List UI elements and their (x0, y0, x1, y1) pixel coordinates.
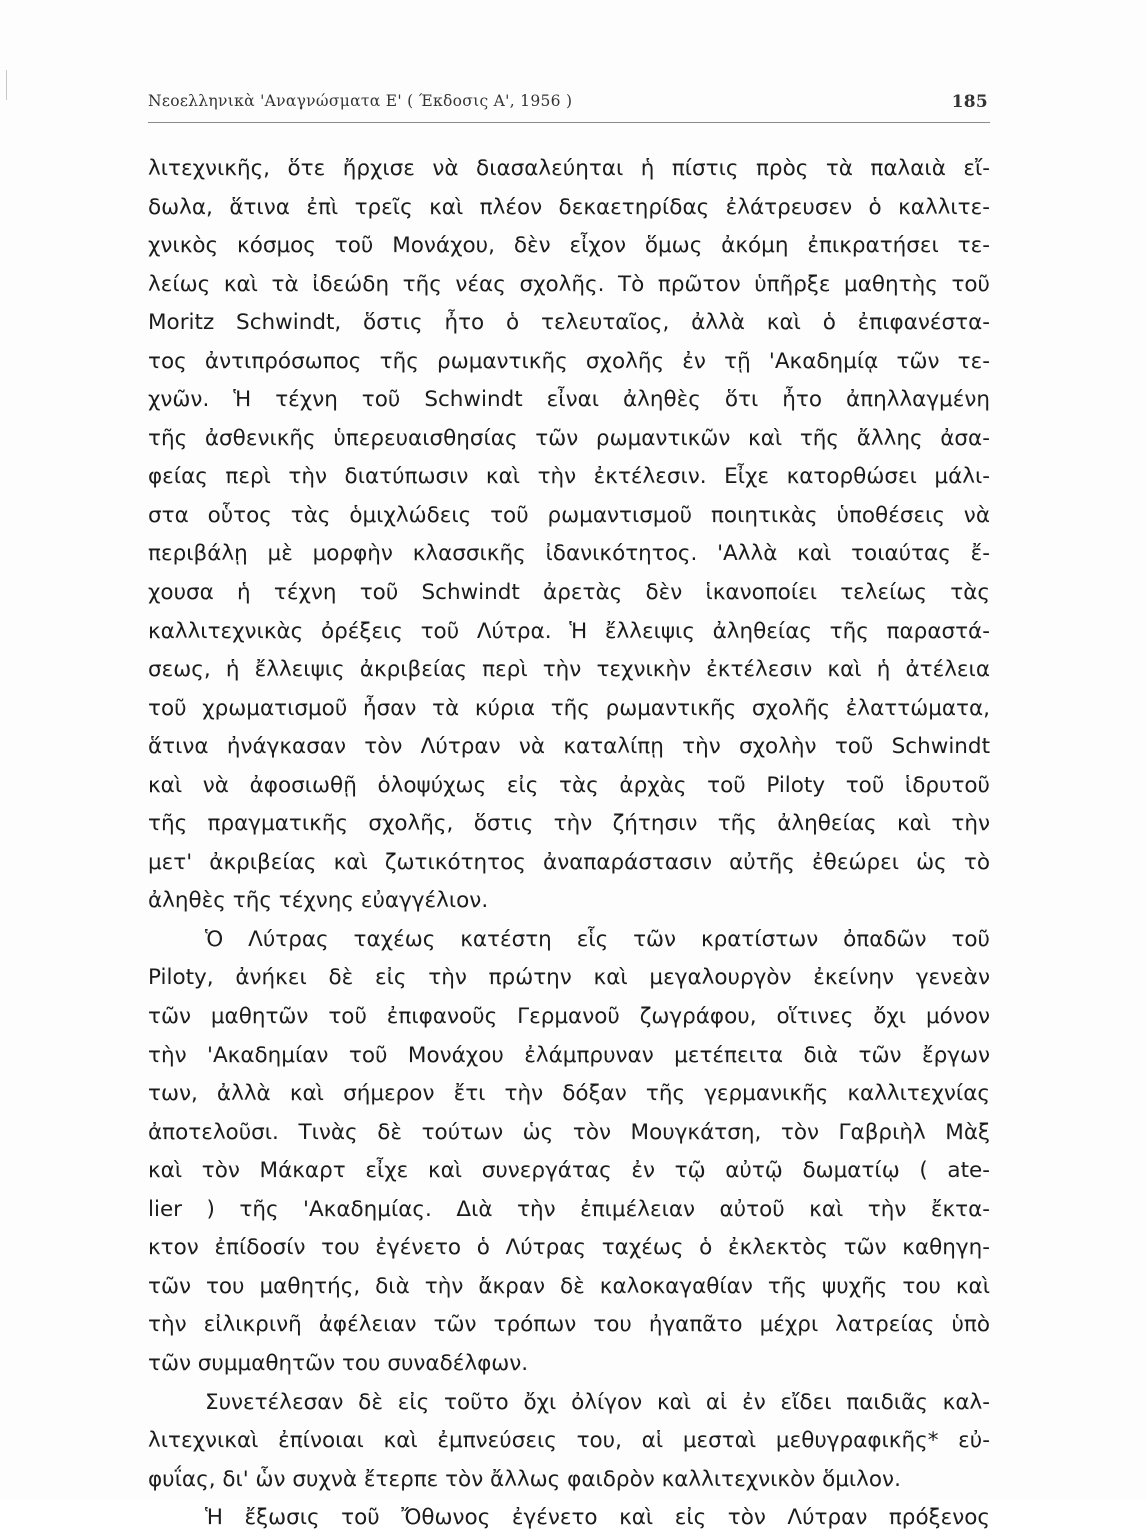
text-line: ἀληθὲς τῆς τέχνης εὐαγγέλιον. (148, 888, 489, 914)
text-line: καλλιτεχνικὰς ὀρέξεις τοῦ Λύτρα. Ἡ ἔλλειψις ἀληθείας τῆς παραστά- (148, 618, 990, 644)
text-line: χνῶν. Ἡ τέχνη τοῦ Schwindt εἶναι ἀληθὲς ὅτι ἦτο ἀπηλλαγμένη (148, 387, 990, 413)
text-line: λιτεχνικαὶ ἐπίνοιαι καὶ ἐμπνεύσεις του, αἱ μεσταὶ μεθυγραφικῆς* εὐ- (148, 1428, 990, 1454)
body-text (148, 150, 990, 1538)
text-line: των, ἀλλὰ καὶ σήμερον ἔτι τὴν δόξαν τῆς γερμανικῆς καλλιτεχνίας (148, 1081, 990, 1107)
text-line: τῶν του μαθητής, διὰ τὴν ἄκραν δὲ καλοκαγαθίαν τῆς ψυχῆς του καὶ (148, 1273, 990, 1299)
text-line: τῆς ἀσθενικῆς ὑπερευαισθησίας τῶν ρωμαντικῶν καὶ τῆς ἄλλης ἀσα- (148, 425, 990, 451)
text-line: στα οὗτος τὰς ὁμιχλώδεις τοῦ ρωμαντισμοῦ ποιητικὰς ὑποθέσεις νὰ (148, 502, 990, 528)
text-line: χουσα ἡ τέχνη τοῦ Schwindt ἀρετὰς δὲν ἱκανοποίει τελείως τὰς (148, 580, 990, 606)
scan-artifact (6, 70, 7, 100)
text-line: Piloty, ἀνήκει δὲ εἰς τὴν πρώτην καὶ μεγαλουργὸν ἐκείνην γενεὰν (148, 965, 990, 991)
text-line: τῆς πραγματικῆς σχολῆς, ὅστις τὴν ζήτησιν τῆς ἀληθείας καὶ τὴν (148, 811, 990, 837)
text-line: Συνετέλεσαν δὲ εἰς τοῦτο ὄχι ὀλίγον καὶ αἱ ἐν εἴδει παιδιᾶς καλ- (205, 1389, 990, 1415)
text-line: λείως καὶ τὰ ἰδεώδη τῆς νέας σχολῆς. Τὸ πρῶτον ὑπῆρξε μαθητὴς τοῦ (148, 271, 990, 297)
page-number: 185 (951, 92, 988, 112)
text-line: ἀποτελοῦσι. Τινὰς δὲ τούτων ὡς τὸν Μουγκάτση, τὸν Γαβριὴλ Μὰξ (148, 1119, 990, 1145)
text-line: ἅτινα ἠνάγκασαν τὸν Λύτραν νὰ καταλίπῃ τὴν σχολὴν τοῦ Schwindt (148, 734, 990, 760)
text-line: φυΐας, δι' ὧν συχνὰ ἔτερπε τὸν ἄλλως φαιδρὸν καλλιτεχνικὸν ὅμιλον. (148, 1466, 901, 1492)
text-line: τὴν εἰλικρινῆ ἀφέλειαν τῶν τρόπων του ἠγαπᾶτο μέχρι λατρείας ὑπὸ (148, 1312, 990, 1338)
text-line: δωλα, ἅτινα ἐπὶ τρεῖς καὶ πλέον δεκαετηρίδας ἐλάτρευσεν ὁ καλλιτε- (148, 194, 990, 220)
text-line: τῶν συμμαθητῶν του συναδέλφων. (148, 1350, 529, 1376)
header-rule (148, 122, 990, 123)
text-line: χνικὸς κόσμος τοῦ Μονάχου, δὲν εἶχον ὅμως ἀκόμη ἐπικρατήσει τε- (148, 233, 990, 259)
running-head-title: Νεοελληνικὰ 'Αναγνώσματα Ε' ( Έκδοσις Α', 1956 ) (148, 92, 573, 110)
text-line: περιβάλῃ μὲ μορφὴν κλασσικῆς ἰδανικότητος. 'Αλλὰ καὶ τοιαύτας ἔ- (148, 541, 990, 567)
text-line: Ἡ ἔξωσις τοῦ Ὄθωνος ἐγένετο καὶ εἰς τὸν Λύτραν πρόξενος (205, 1505, 990, 1531)
text-line: καὶ τὸν Μάκαρτ εἶχε καὶ συνεργάτας ἐν τῷ αὐτῷ δωματίῳ ( ate- (148, 1158, 990, 1184)
text-line: σεως, ἡ ἔλλειψις ἀκριβείας περὶ τὴν τεχνικὴν ἐκτέλεσιν καὶ ἡ ἀτέλεια (148, 657, 990, 683)
text-line: Moritz Schwindt, ὅστις ἦτο ὁ τελευταῖος, ἀλλὰ καὶ ὁ ἐπιφανέστα- (148, 310, 990, 336)
text-line: καὶ νὰ ἀφοσιωθῇ ὁλοψύχως εἰς τὰς ἀρχὰς τοῦ Piloty τοῦ ἱδρυτοῦ (148, 772, 990, 798)
text-line: Ὁ Λύτρας ταχέως κατέστη εἷς τῶν κρατίστων ὀπαδῶν τοῦ (205, 926, 990, 952)
text-line: φείας περὶ τὴν διατύπωσιν καὶ τὴν ἐκτέλεσιν. Εἶχε κατορθώσει μάλι- (148, 464, 990, 490)
text-line: λιτεχνικῆς, ὅτε ἤρχισε νὰ διασαλεύηται ἡ πίστις πρὸς τὰ παλαιὰ εἴ- (148, 156, 990, 181)
text-line: lier ) τῆς 'Ακαδημίας. Διὰ τὴν ἐπιμέλειαν αὐτοῦ καὶ τὴν ἔκτα- (148, 1196, 990, 1222)
text-line: τὴν 'Ακαδημίαν τοῦ Μονάχου ἐλάμπρυναν μετέπειτα διὰ τῶν ἔργων (148, 1042, 990, 1068)
text-line: τοῦ χρωματισμοῦ ἦσαν τὰ κύρια τῆς ρωμαντικῆς σχολῆς ἐλαττώματα, (148, 695, 990, 721)
text-line: μετ' ἀκριβείας καὶ ζωτικότητος ἀναπαράστασιν αὐτῆς ἐθεώρει ὡς τὸ (148, 849, 990, 875)
text-line: τῶν μαθητῶν τοῦ ἐπιφανοῦς Γερμανοῦ ζωγράφου, οἵτινες ὄχι μόνον (148, 1004, 990, 1030)
text-line: κτον ἐπίδοσίν του ἐγένετο ὁ Λύτρας ταχέως ὁ ἐκλεκτὸς τῶν καθηγη- (148, 1235, 990, 1261)
text-line: τος ἀντιπρόσωπος τῆς ρωμαντικῆς σχολῆς ἐν τῇ 'Ακαδημίᾳ τῶν τε- (148, 348, 990, 374)
